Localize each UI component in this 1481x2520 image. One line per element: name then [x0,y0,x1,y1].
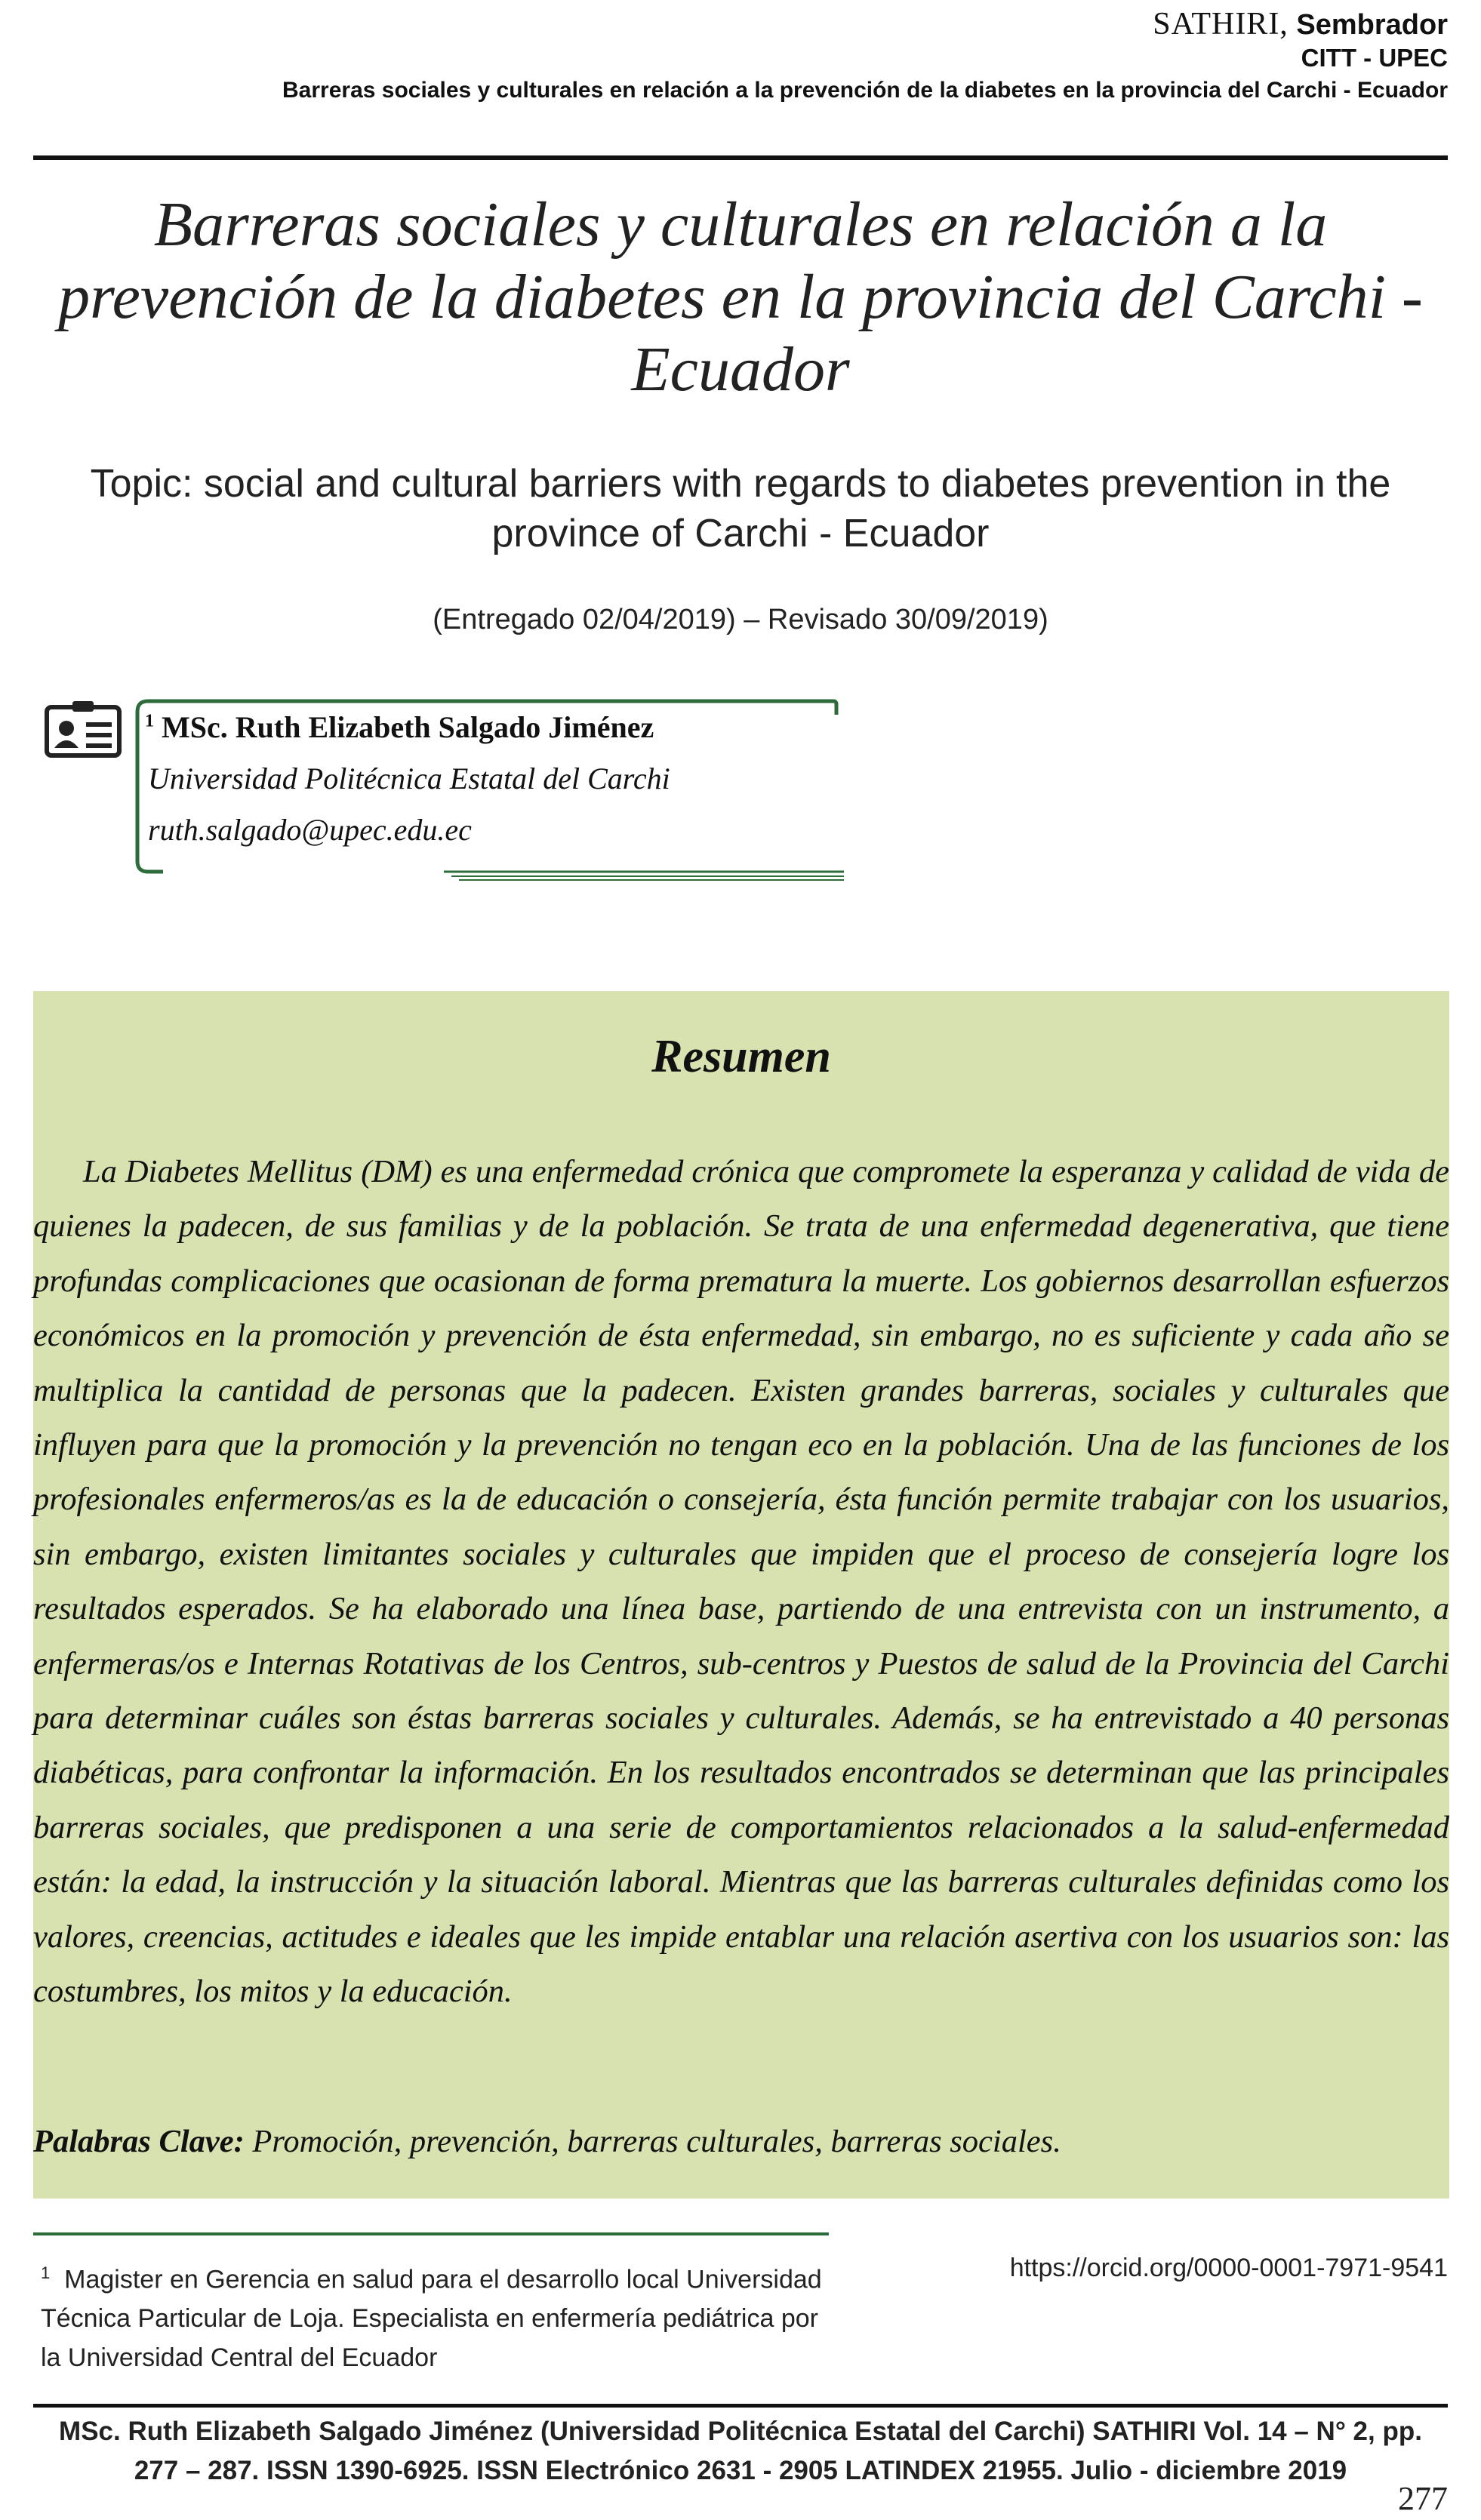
abstract-heading: Resumen [651,1031,831,1082]
section-name: Sembrador [1296,9,1448,41]
footnote-marker: 1 [41,2263,51,2282]
author-name-text: MSc. Ruth Elizabeth Salgado Jiménez [162,710,654,744]
running-header-title: Barreras sociales y culturales en relación a la prevención de la diabetes en la provincia del Carchi - Ecuador [282,78,1448,103]
article-topic: Topic: social and cultural barriers with regards to diabetes prevention in the province of Carchi - Ecuador [90,462,1391,555]
header-divider [33,155,1448,160]
footer-citation: MSc. Ruth Elizabeth Salgado Jiménez (Universidad Politécnica Estatal del Carchi) SATHIRI Vol. 14 – N° 2, pp. 277 – 287. ISSN 1390-6925. ISSN Electrónico 2631 - 2905 LATINDEX 21955. Julio - diciembre 2019 [59,2417,1422,2485]
author-marker: 1 [145,711,154,731]
orcid-link[interactable]: https://orcid.org/0000-0001-7971-9541 [1009,2254,1448,2282]
submission-dates: (Entregado 02/04/2019) – Revisado 30/09/2019) [433,604,1048,635]
footnote-text: Magister en Gerencia en salud para el desarrollo local Universidad Técnica Particular de Loja. Especialista en enfermería pediátrica por la Universidad Central del Ecuador [41,2265,822,2373]
journal-name: SATHIRI, [1153,7,1289,42]
author-email[interactable]: ruth.salgado@upec.edu.ec [148,813,472,847]
author-name [145,709,654,745]
footnote-divider [33,2232,829,2235]
id-card-icon [44,698,122,758]
keywords [33,2123,1449,2160]
keywords-label: Palabras Clave: [33,2124,245,2159]
footer-divider [33,2404,1448,2408]
footnote [41,2254,826,2377]
running-header-journal [1153,6,1448,42]
abstract-box [33,991,1449,2198]
running-header-institution: CITT - UPEC [1301,44,1448,72]
author-institution: Universidad Politécnica Estatal del Carchi [148,762,670,795]
keywords-text: Promoción, prevención, barreras culturales, barreras sociales. [252,2124,1061,2159]
article-title: Barreras sociales y culturales en relación a la prevención de la diabetes en la provincia del Carchi - Ecuador [58,189,1423,405]
page-number: 277 [1398,2480,1448,2517]
abstract-text: La Diabetes Mellitus (DM) es una enfermedad crónica que compromete la esperanza y calidad de vida de quienes la padecen, de sus familias y de la población. Se trata de una enfermedad degenerativa, que tiene profundas complicaciones que ocasionan de forma prematura la muerte. Los gobiernos desarrollan esfuerzos económicos en la promoción y prevención de ésta enfermedad, sin embargo, no es suficiente y cada año se multiplica la cantidad de personas que la padecen. Existen grandes barreras, sociales y culturales que influyen para que la promoción y la prevención no tengan eco en la población. Una de las funciones de los profesionales enfermeros/as es la de educación o consejería, ésta función permite trabajar con los usuarios, sin embargo, existen limitantes sociales y culturales que impiden que el proceso de consejería logre los resultados esperados. Se ha elaborado una línea base, partiendo de una entrevista con un instrumento, a enfermeras/os e Internas Rotativas de los Centros, sub-centros y Puestos de salud de la Provincia del Carchi para determinar cuáles son éstas barreras sociales y culturales. Además, se ha entrevistado a 40 personas diabéticas, para confrontar la información. En los resultados encontrados se determinan que las principales barreras sociales, que predisponen a una serie de comportamientos relacionados a la salud-enfermedad están: la edad, la instrucción y la situación laboral. Mientras que las barreras culturales definidas como los valores, creencias, actitudes e ideales que les impide entablar una relación asertiva con los usuarios son: las costumbres, los mitos y la educación. [33,1154,1449,2010]
